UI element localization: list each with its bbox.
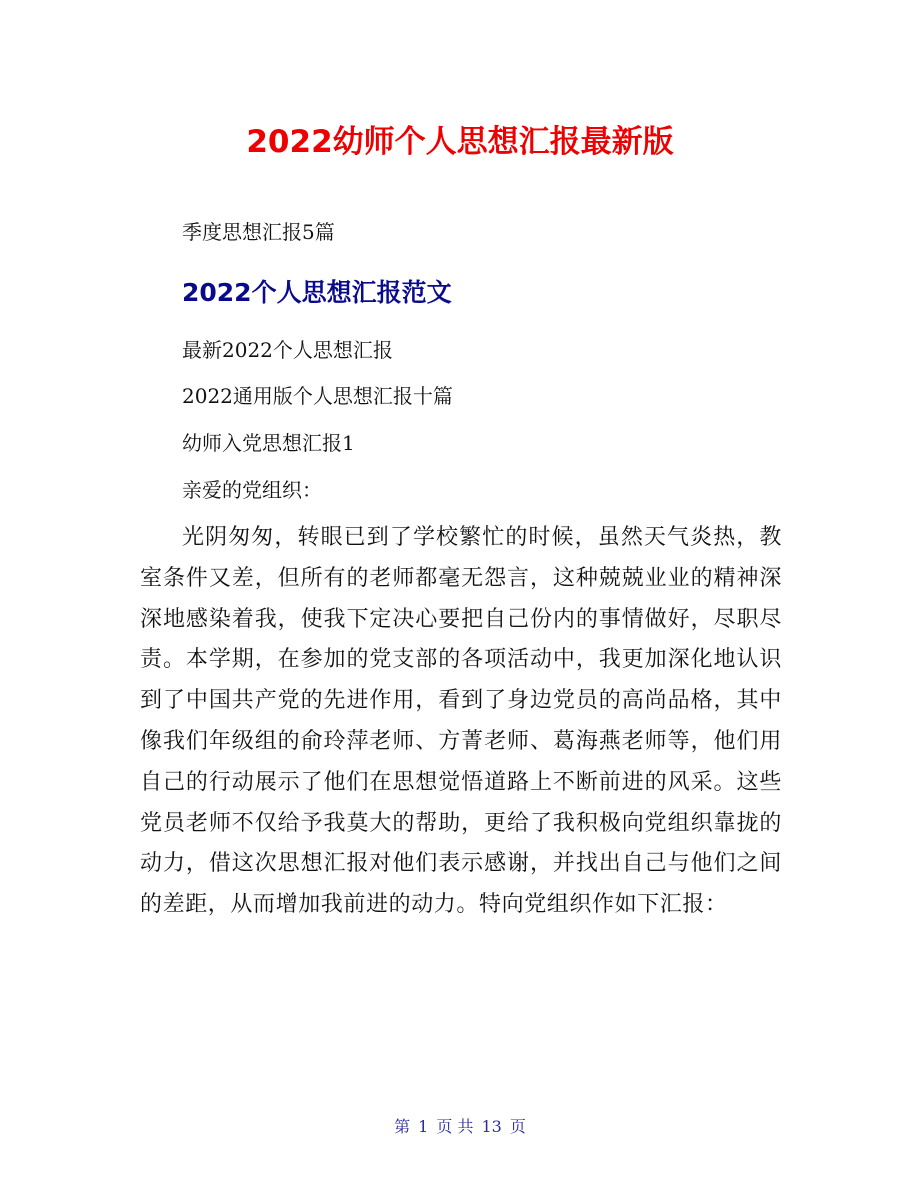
related-item[interactable]: 幼师入党思想汇报1 [182, 431, 355, 455]
body-paragraph: 光阴匆匆，转眼已到了学校繁忙的时候，虽然天气炎热，教室条件又差，但所有的老师都毫无怨言，这种兢兢业业的精神深深地感染着我，使我下定决心要把自己份内的事情做好，尽职尽责。本学期，在参加的党支部的各项活动中，我更加深化地认识到了中国共产党的先进作用，看到了身边党员的高尚品格，其中像我们年级组的俞玲萍老师、方菁老师、葛海燕老师等，他们用自己的行动展示了他们在思想觉悟道路上不断前进的风采。这些党员老师不仅给予我莫大的帮助，更给了我积极向党组织靠拢的动力，借这次思想汇报对他们表示感谢，并找出自己与他们之间的差距，从而增加我前进的动力。特向党组织作如下汇报： [140, 525, 782, 918]
related-link[interactable]: 季度思想汇报5篇 [182, 220, 335, 244]
related-item[interactable]: 最新2022个人思想汇报 [182, 338, 393, 362]
related-item[interactable]: 2022通用版个人思想汇报十篇 [182, 384, 453, 408]
page-footer [0, 1114, 920, 1137]
footer-suffix: 页 [509, 1117, 526, 1136]
section-subheading: 2022个人思想汇报范文 [182, 278, 452, 307]
salutation: 亲爱的党组织： [182, 478, 322, 502]
footer-middle: 页 共 [436, 1117, 474, 1136]
footer-page-number: 1 [418, 1117, 429, 1136]
footer-total-pages: 13 [481, 1117, 502, 1136]
document-title: 2022幼师个人思想汇报最新版 [246, 124, 674, 160]
footer-prefix: 第 [394, 1117, 411, 1136]
